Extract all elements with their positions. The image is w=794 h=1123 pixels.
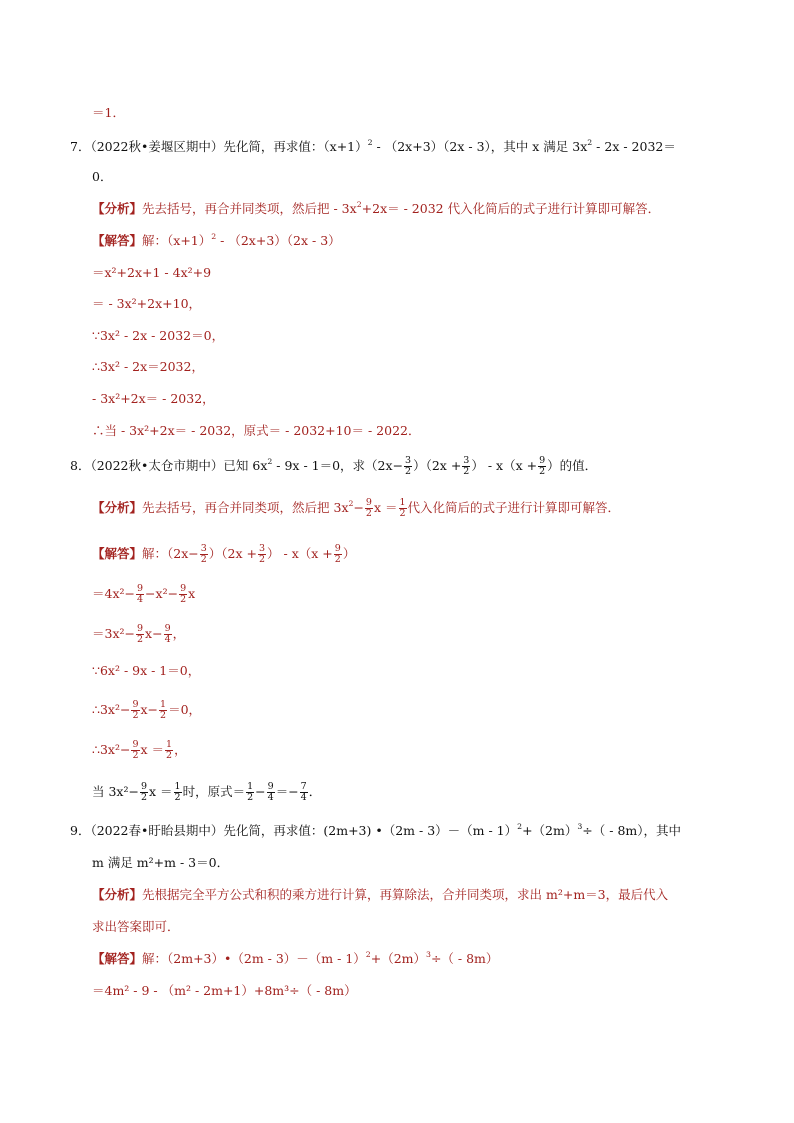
fraction [334, 544, 342, 565]
text: ） - x（x + [471, 457, 538, 473]
fraction [136, 584, 144, 605]
fraction [462, 456, 470, 477]
text: ＝− [275, 783, 299, 799]
sup: 2 [365, 949, 371, 959]
q8-answer [92, 544, 355, 565]
denominator: 2 [180, 593, 187, 605]
sup: 2 [587, 137, 593, 147]
text: - （2x+3）（2x - 3），其中 x 满足 3x [372, 139, 588, 154]
text: +（2m） [522, 823, 578, 838]
q7-step-4 [92, 360, 204, 374]
analysis-tag: 【分析】 [92, 499, 143, 515]
q7-answer [92, 231, 341, 248]
sup: 2 [267, 456, 273, 466]
text: ）（2x + [208, 545, 257, 561]
sup: 3 [577, 821, 583, 831]
sup: 2 [348, 498, 354, 508]
text: 先根据完全平方公式和积的乘方进行计算，再算除法，合并同类项，求出 m²+m＝3，最后代入 [142, 887, 669, 902]
fraction [200, 544, 208, 565]
denominator: 2 [140, 791, 148, 803]
numerator: 9 [140, 781, 148, 792]
denominator: 2 [166, 749, 173, 761]
numerator: 9 [180, 583, 187, 594]
q8-analysis: 【分析】先去括号，再合并同类项，然后把 $3x^2-$ $\frac{9}{2}$ x ＝ $\frac{1}{2}$ 代入化简后的式子进行计算即可解答． [92, 497, 621, 519]
q7-step-5 [92, 392, 215, 406]
q7-step-6 [92, 424, 421, 438]
sup: 2 [211, 231, 217, 241]
text: ）（2x + [413, 457, 462, 473]
numerator: 9 [267, 781, 274, 792]
fraction [131, 700, 139, 721]
fraction [136, 624, 144, 645]
denominator: 4 [267, 791, 274, 803]
denominator: 4 [137, 593, 144, 605]
q8-step-5: ∴3x²− $\frac{9}{2}$ x ＝ $\frac{1}{2}$ ， [92, 739, 187, 761]
text: ∵3x² - 2x - 2032＝0， [92, 328, 225, 343]
answer-tag: 【解答】 [92, 951, 143, 966]
text: ＝3x²− [92, 625, 135, 641]
numerator: 1 [247, 781, 254, 792]
denominator: 2 [160, 709, 167, 721]
text: x ＝ [140, 741, 165, 757]
text: ＝0， [168, 701, 202, 717]
denominator: 2 [200, 553, 207, 565]
q7-step-3 [92, 329, 224, 343]
numerator: 3 [200, 543, 207, 554]
text: 8．（2022秋•太仓市期中）已知 6x [70, 457, 268, 473]
fraction [140, 782, 148, 803]
text: +2x＝ - 2032 代入化简后的式子进行计算即可解答． [361, 201, 661, 216]
text: ∴3x²− [92, 741, 131, 757]
fraction [131, 740, 139, 761]
q7-step-2 [92, 297, 201, 311]
fraction [300, 782, 308, 803]
q9-analysis-line-1 [92, 888, 668, 902]
text: −x²− [145, 585, 179, 601]
text: - 9x - 1＝0，求（2x− [272, 457, 404, 473]
sup: 3 [426, 949, 431, 959]
question-8-line-1 [70, 456, 597, 477]
numerator: 1 [174, 781, 181, 792]
analysis-tag: 【分析】 [92, 887, 143, 902]
numerator: 9 [365, 497, 372, 508]
analysis-tag: 【分析】 [92, 201, 143, 216]
numerator: 9 [137, 583, 144, 594]
text: ＝4x²− [92, 585, 135, 601]
text: - 3x²+2x＝ - 2032， [92, 391, 215, 406]
fraction [246, 782, 254, 803]
text: ） - x（x + [267, 545, 333, 561]
numerator: 9 [539, 455, 546, 466]
denominator: 2 [399, 507, 406, 519]
fraction [267, 782, 275, 803]
question-7-line-2 [92, 170, 112, 184]
text: +（2m） [370, 951, 426, 966]
text: 代入化简后的式子进行计算即可解答． [407, 499, 621, 515]
q8-step-6: 当 3x²− $\frac{9}{2}$ x ＝ $\frac{1}{2}$ 时，原式＝ $\frac{1}{2}$ − $\frac{9}{4}$ ＝− $\frac{7}{4}$ ． [92, 781, 322, 803]
text: ＝ - 3x²+2x+10， [92, 296, 202, 311]
text: ＝x²+2x+1 - 4x²+9 [92, 265, 212, 280]
q8-step-1: ＝4x²− $\frac{9}{4}$ −x²− $\frac{9}{2}$ x [92, 583, 196, 605]
fraction [165, 740, 173, 761]
answer-tag: 【解答】 [92, 233, 143, 248]
answer-tag: 【解答】 [92, 545, 143, 561]
text: x− [140, 701, 159, 717]
denominator: 2 [463, 465, 470, 477]
fraction [179, 584, 187, 605]
text: ÷（ - 8m），其中 [582, 823, 681, 838]
denominator: 2 [405, 465, 412, 477]
text: 解：（2x− [142, 545, 199, 561]
prev-answer-end [92, 106, 125, 120]
denominator: 4 [164, 633, 171, 645]
fraction [399, 498, 407, 519]
text: ＝1． [92, 105, 125, 120]
denominator: 2 [539, 465, 546, 477]
text: m 满足 m²+m - 3＝0． [92, 855, 230, 870]
text: ＝4m² - 9 - （m² - 2m+1）+8m³÷（ - 8m） [92, 983, 357, 998]
denominator: 2 [365, 507, 372, 519]
denominator: 2 [259, 553, 266, 565]
text: - 2x - 2032＝ [592, 139, 676, 154]
denominator: 4 [300, 791, 307, 803]
text: ∴3x²− [92, 701, 131, 717]
denominator: 2 [137, 633, 144, 645]
text: 时，原式＝ [182, 783, 246, 799]
numerator: 3 [405, 455, 412, 466]
q9-answer [92, 949, 499, 966]
numerator: 1 [399, 497, 406, 508]
denominator: 2 [132, 709, 139, 721]
text: ∵6x² - 9x - 1＝0， [92, 663, 201, 678]
q9-analysis-line-2 [92, 920, 180, 934]
denominator: 2 [334, 553, 341, 565]
text: 7．（2022秋•姜堰区期中）先化简，再求值：（x+1） [70, 139, 368, 154]
text: 当 3x²− [92, 783, 139, 799]
text: 0． [92, 169, 113, 184]
sup: 2 [517, 821, 523, 831]
fraction [404, 456, 412, 477]
fraction [365, 498, 373, 519]
fraction [538, 456, 546, 477]
fraction [174, 782, 182, 803]
fraction [159, 700, 167, 721]
q7-step-1 [92, 266, 211, 280]
denominator: 2 [247, 791, 254, 803]
q9-step-1 [92, 984, 357, 998]
question-7-line-1 [70, 137, 676, 154]
text: x− [145, 625, 163, 641]
text: - （2x+3）（2x - 3） [216, 233, 341, 248]
fraction [164, 624, 172, 645]
q8-step-2: ＝3x²− $\frac{9}{2}$ x− $\frac{9}{4}$ ， [92, 623, 186, 645]
text: 9．（2022春•盱眙县期中）先化简，再求值：(2m+3) •（2m - 3）－（m - 1） [70, 823, 518, 838]
denominator: 2 [174, 791, 181, 803]
numerator: 1 [160, 699, 167, 710]
text: ）的值． [547, 457, 598, 473]
question-9-line-1 [70, 821, 681, 838]
numerator: 9 [137, 623, 144, 634]
numerator: 3 [463, 455, 470, 466]
numerator: 9 [132, 739, 139, 750]
numerator: 7 [300, 781, 307, 792]
numerator: 9 [164, 623, 171, 634]
sup: 2 [356, 199, 362, 209]
fraction [258, 544, 266, 565]
text: 解：（2m+3）•（2m - 3）－（m - 1） [142, 951, 366, 966]
question-9-line-2 [92, 856, 229, 870]
text: 先去括号，再合并同类项，然后把 - 3x [142, 201, 357, 216]
numerator: 9 [132, 699, 139, 710]
denominator: 2 [132, 749, 139, 761]
numerator: 3 [259, 543, 266, 554]
numerator: 1 [166, 739, 173, 750]
text: ∴当 - 3x²+2x＝ - 2032，原式＝ - 2032+10＝ - 2022． [92, 423, 421, 438]
q8-step-3 [92, 664, 200, 678]
numerator: 9 [334, 543, 341, 554]
text: 解：（x+1） [142, 233, 212, 248]
q7-analysis [92, 199, 661, 216]
text: ÷（ - 8m） [430, 951, 499, 966]
sup: 2 [367, 137, 373, 147]
q8-step-4 [92, 700, 201, 721]
text: ） [342, 545, 356, 561]
text: ∴3x² - 2x＝2032， [92, 359, 204, 374]
text: 求出答案即可． [92, 919, 180, 934]
text: 先去括号，再合并同类项，然后把 3x [142, 499, 349, 515]
